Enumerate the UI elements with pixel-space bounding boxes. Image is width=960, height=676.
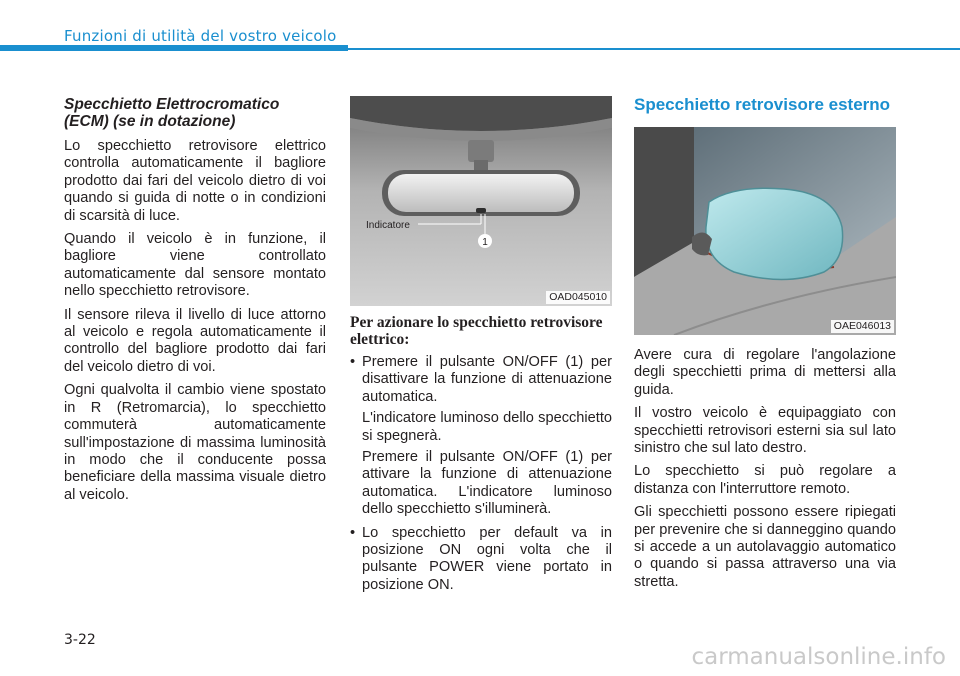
paragraph: Lo specchietto retrovisore elettrico controlla automaticamente il bagliore prodotto dai fari del veicolo dietro di voi quando si guida di notte o in condizioni di scarsità di luce. [64,138,326,224]
subheading-operate: Per azionare lo specchietto retrovisore elettrico: [350,314,603,348]
figure-exterior-mirror [634,127,896,335]
section-heading-exterior-mirror: Specchietto retrovisore esterno [634,95,891,114]
section-heading-ecm: Specchietto Elettrocromatico (ECM) (se in dotazione) [64,96,280,130]
interior-mirror-illustration [350,96,612,306]
bullet-subtext: Premere il pulsante ON/OFF (1) per attivare la funzione di attenuazione automatica. L'indicatore luminoso dello specchietto s'illuminerà. [362,449,612,518]
column-left [64,96,326,510]
list-item [350,525,612,595]
bullet-text: • Premere il pulsante ON/OFF (1) per disattivare la funzione di attenuazione automatica. [362,354,612,405]
column-right [634,96,896,597]
paragraph: Gli specchietti possono essere ripiegati per prevenire che si danneggino quando si accede a un autolavaggio automatico o quando si passa attraverso una via stretta. [634,504,896,590]
list-item [350,354,612,519]
figure-code: OAE046013 [831,320,894,333]
header-title: Funzioni di utilità del vostro veicolo [64,27,337,45]
paragraph: Il sensore rileva il livello di luce attorno al veicolo e regola automaticamente il controllo del bagliore prodotto dai fari del veicolo dietro di voi. [64,306,326,375]
figure-interior-mirror [350,96,612,306]
paragraph: Avere cura di regolare l'angolazione degli specchietti prima di mettersi alla guida. [634,347,896,398]
paragraph: Ogni qualvolta il cambio viene spostato in R (Retromarcia), lo specchietto commuterà automaticamente sull'impostazione di massima luminosità in modo che il conducente possa beneficiare della massima visuale dietro al veicolo. [64,382,326,503]
exterior-mirror-illustration [634,127,896,335]
indicator-label: Indicatore [366,220,410,231]
header-rule-thin [348,48,960,50]
figure-code: OAD045010 [546,291,610,304]
paragraph: Il vostro veicolo è equipaggiato con specchietti retrovisori esterni sia sul lato sinistro che sul lato destro. [634,405,896,457]
paragraph: Quando il veicolo è in funzione, il bagliore viene controllato automaticamente dal sensore montato nello specchietto retrovisore. [64,231,326,300]
header-rule-thick [0,45,348,51]
page-number: 3-22 [64,632,96,648]
bullet-subtext: L'indicatore luminoso dello specchietto si spegnerà. [362,410,612,444]
bullet-text: • Lo specchietto per default va in posizione ON ogni volta che il pulsante POWER viene portato in posizione ON. [362,524,612,593]
watermark: carmanualsonline.info [691,644,946,670]
paragraph: Lo specchietto si può regolare a distanza con l'interruttore remoto. [634,463,896,497]
callout-number: 1 [482,237,488,248]
bullet-list [350,354,612,594]
column-middle [350,96,612,600]
